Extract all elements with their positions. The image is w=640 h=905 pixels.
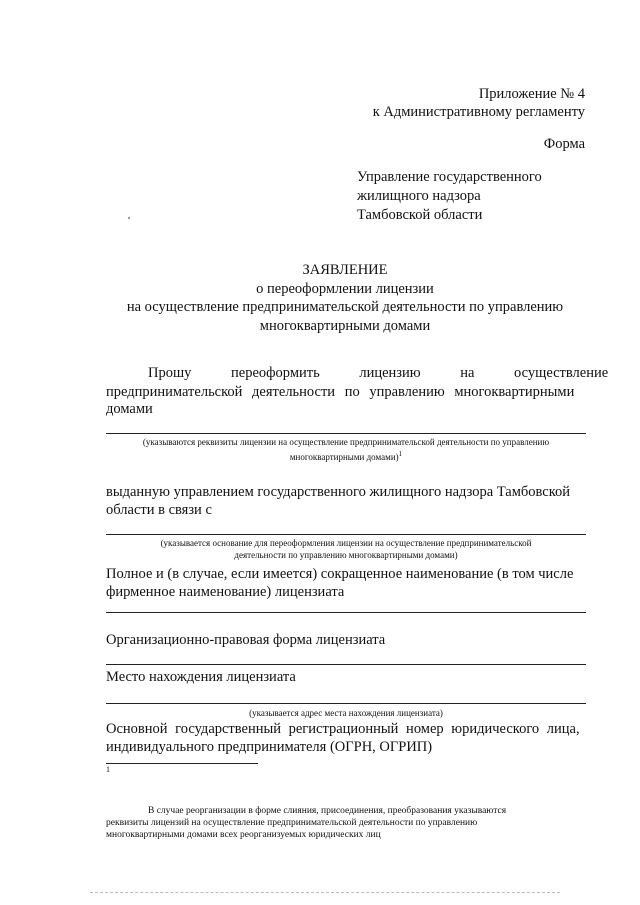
addressee-line-3: Тамбовской области — [357, 207, 483, 223]
ogrn-label-1: Основной государственный регистрационный номер юридического лица, — [106, 721, 580, 737]
footnote-separator — [106, 763, 258, 764]
request-line-1: Прошу переоформить лицензию на осуществление — [148, 365, 609, 381]
footnote-reference: 1 — [398, 450, 403, 458]
form-label: Форма — [543, 136, 585, 152]
legal-form-label: Организационно-правовая форма лицензиата — [106, 632, 386, 648]
document-subtitle-1: о переоформлении лицензии — [256, 281, 434, 297]
full-name-label-1: Полное и (в случае, если имеется) сокращенное наименование (в том числе — [106, 566, 574, 582]
addressee-line-2: жилищного надзора — [357, 188, 481, 204]
addressee-line-1: Управление государственного — [357, 169, 542, 185]
document-title: ЗАЯВЛЕНИЕ — [302, 262, 388, 278]
reason-field-line — [106, 534, 586, 535]
location-label: Место нахождения лицензиата — [106, 669, 296, 685]
document-subtitle-3: многоквартирными домами — [259, 318, 431, 334]
legal-form-field-line — [106, 664, 586, 665]
document-subtitle-2: на осуществление предпринимательской деятельности по управлению — [126, 299, 564, 315]
full-name-label-2: фирменное наименование) лицензиата — [106, 584, 345, 600]
footnote-line-1: В случае реорганизации в форме слияния, присоединения, преобразования указываются — [148, 806, 507, 816]
scan-artifact-dot — [128, 217, 130, 219]
issued-by-line-1: выданную управлением государственного жилищного надзора Тамбовской — [106, 484, 571, 500]
reason-hint-2: деятельности по управлению многоквартирными домами) — [234, 550, 458, 560]
license-details-field-line — [106, 433, 586, 434]
footnote-marker: 1 — [106, 765, 110, 774]
regulation-reference: к Административному регламенту — [372, 104, 585, 120]
license-details-hint-2: многоквартирными домами)$^1$ — [289, 450, 403, 462]
footnote-line-2: реквизиты лицензий на осуществление предпринимательской деятельности по управлению — [106, 818, 478, 828]
request-line-3: домами — [106, 401, 153, 417]
scan-artifact-line — [90, 892, 560, 893]
appendix-number: Приложение № 4 — [478, 86, 585, 102]
full-name-field-line — [106, 612, 586, 613]
request-line-2: предпринимательской деятельности по управлению многоквартирными — [106, 384, 575, 400]
location-hint: (указывается адрес места нахождения лицензиата) — [249, 708, 443, 718]
ogrn-label-2: индивидуального предпринимателя (ОГРН, ОГРИП) — [106, 739, 433, 755]
license-details-hint-1: (указываются реквизиты лицензии на осуществление предпринимательской деятельности по управлению — [142, 437, 550, 447]
location-field-line — [106, 703, 586, 704]
footnote-line-3: многоквартирными домами всех реорганизуемых юридических лиц — [106, 830, 381, 840]
issued-by-line-2: области в связи с — [106, 502, 212, 518]
reason-hint-1: (указывается основание для переоформления лицензии на осуществление предпринимательской — [160, 538, 532, 548]
